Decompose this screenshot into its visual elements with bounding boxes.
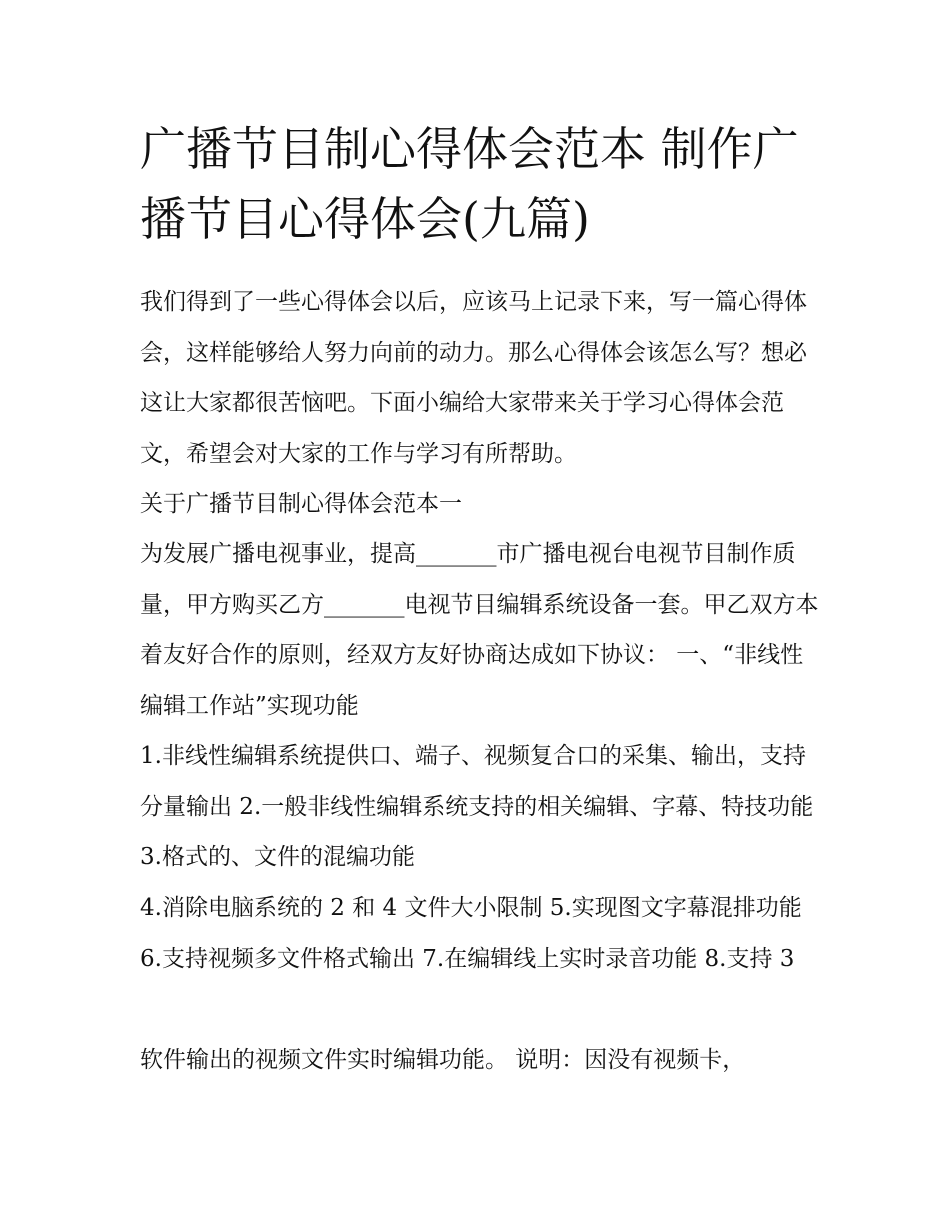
function-list-paragraph-1: 1.非线性编辑系统提供口、端子、视频复合口的采集、输出，支持分量输出 2.一般非线性编辑系统支持的相关编辑、字幕、特技功能 3.格式的、文件的混编功能 — [140, 743, 814, 870]
document-title: 广播节目制心得体会范本 制作广播节目心得体会(九篇) — [140, 122, 799, 246]
agreement-paragraph: 为发展广播电视事业，提高_______市广播电视台电视节目制作质量，甲方购买乙方_______电视节目编辑系统设备一套。甲乙双方本着友好合作的原则，经双方友好协商达成如下协议： 一、“非线性编辑工作站”实现功能 — [140, 541, 819, 719]
section-heading: 关于广播节目制心得体会范本一 — [140, 491, 462, 517]
intro-paragraph: 我们得到了一些心得体会以后，应该马上记录下来，写一篇心得体会，这样能够给人努力向前的动力。那么心得体会该怎么写？想必这让大家都很苦恼吧。下面小编给大家带来关于学习心得体会范文，希望会对大家的工作与学习有所帮助。 — [140, 289, 807, 467]
note-paragraph: 软件输出的视频文件实时编辑功能。 说明：因没有视频卡， — [140, 1047, 746, 1073]
function-list-paragraph-2: 4.消除电脑系统的 2 和 4 文件大小限制 5.实现图文字幕混排功能 6.支持视频多文件格式输出 7.在编辑线上实时录音功能 8.支持 3 — [140, 895, 802, 972]
